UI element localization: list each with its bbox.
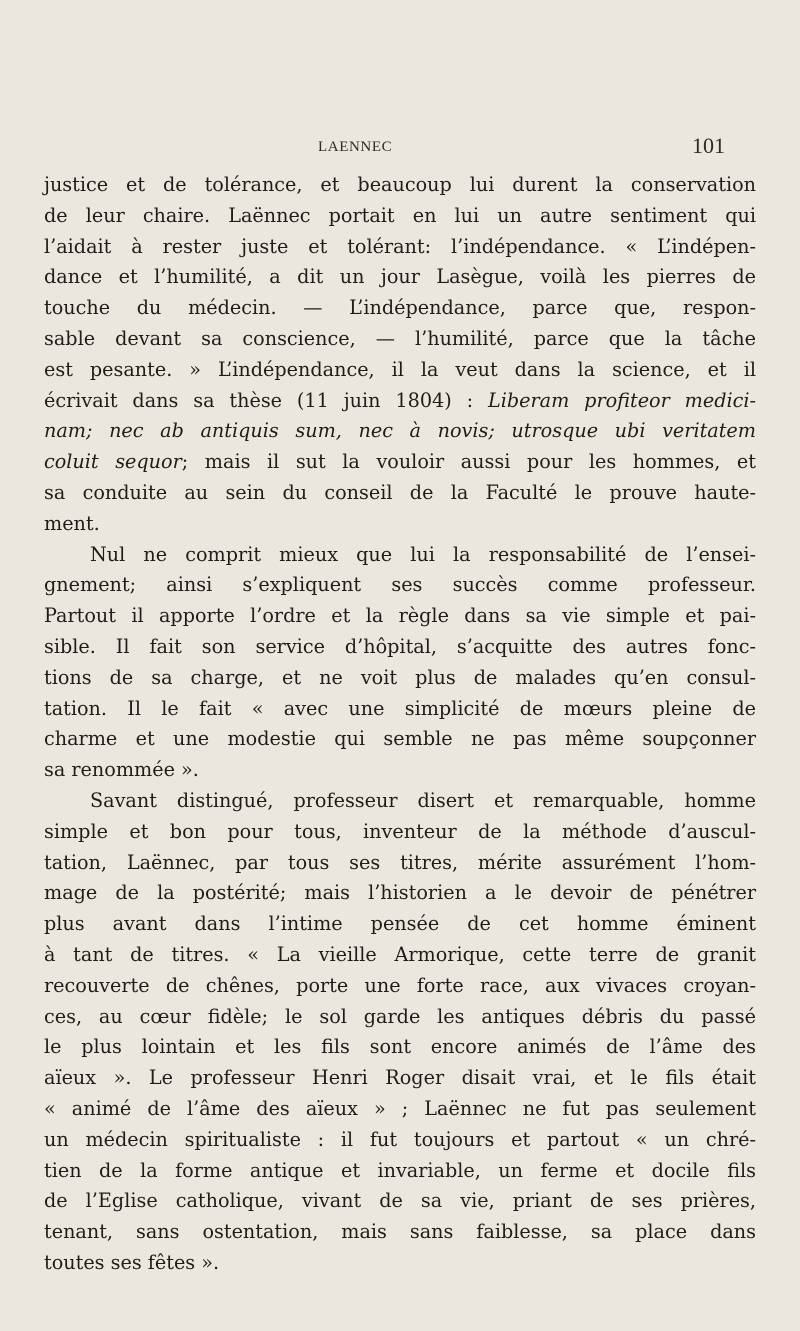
text-segment: est pesante. » L’indépendance, il la veut dans la science, et il [44,357,756,381]
text-line [44,1186,756,1217]
text-line [44,170,756,201]
text-segment: ; mais il sut la vouloir aussi pour les hommes, et [181,450,756,474]
text-line [44,848,756,879]
text-line [44,1002,756,1033]
text-segment: touche du médecin. — L’indépendance, parce que, respon- [44,296,756,320]
text-segment: écrivait dans sa thèse (11 juin 1804) : [44,388,488,412]
text-segment: à tant de titres. « La vieille Armorique, cette terre de granit [44,942,756,966]
text-line [44,909,756,940]
text-line [44,971,756,1002]
text-segment: charme et une modestie qui semble ne pas même soupçonner [44,727,756,751]
text-segment: simple et bon pour tous, inventeur de la méthode d’auscul- [44,819,756,843]
text-segment: plus avant dans l’intime pensée de cet homme éminent [44,912,756,936]
text-segment: Partout il apporte l’ordre et la règle dans sa vie simple et pai- [44,604,756,628]
page-number: 101 [692,133,725,158]
text-segment: tions de sa charge, et ne voit plus de malades qu’en consul- [44,665,756,689]
body-text [44,170,756,1279]
text-line [44,755,756,786]
text-line [44,416,756,447]
text-segment: dance et l’humilité, a dit un jour Lasègue, voilà les pierres de [44,265,756,289]
text-segment: de leur chaire. Laënnec portait en lui un autre sentiment qui [44,203,756,227]
text-line [44,1125,756,1156]
text-line [44,694,756,725]
italic-text: nam; nec ab antiquis sum, nec à novis; utrosque ubi veritatem [44,419,756,443]
text-segment: ment. [44,511,100,535]
text-segment: recouverte de chênes, porte une forte race, aux vivaces croyan- [44,973,756,997]
text-segment: sa renommée ». [44,758,199,782]
text-line [44,355,756,386]
text-segment: justice et de tolérance, et beaucoup lui durent la conservation [44,173,756,196]
text-line [44,724,756,755]
text-segment: de l’Eglise catholique, vivant de sa vie, priant de ses prières, [44,1189,756,1213]
text-segment: tation, Laënnec, par tous ses titres, mérite assurément l’hom- [44,850,756,874]
text-line [44,878,756,909]
text-segment: Nul ne comprit mieux que lui la responsabilité de l’ensei- [90,542,756,566]
text-line [44,509,756,540]
text-segment: Savant distingué, professeur disert et remarquable, homme [90,788,756,812]
running-title: LAENNEC [318,139,393,155]
text-segment: sible. Il fait son service d’hôpital, s’acquitte des autres fonc- [44,634,756,658]
text-segment: sa conduite au sein du conseil de la Faculté le prouve haute- [44,480,756,504]
text-line [44,663,756,694]
text-segment: aïeux ». Le professeur Henri Roger disait vrai, et le fils était [44,1066,756,1090]
text-segment: tien de la forme antique et invariable, un ferme et docile fils [44,1158,756,1182]
text-line [44,601,756,632]
text-segment: ces, au cœur fidèle; le sol garde les antiques débris du passé [44,1004,756,1028]
text-line [44,540,756,571]
text-segment: le plus lointain et les fils sont encore animés de l’âme des [44,1035,756,1059]
text-segment: l’aidait à rester juste et tolérant: l’indépendance. « L’indépen- [44,234,756,258]
text-line [44,324,756,355]
text-line [44,201,756,232]
running-head [0,133,800,163]
paragraph [44,786,756,1279]
text-line [44,1063,756,1094]
paragraph [44,170,756,540]
text-line [44,232,756,263]
text-segment: mage de la postérité; mais l’historien a le devoir de pénétrer [44,881,756,905]
text-line [44,1094,756,1125]
text-line [44,1217,756,1248]
text-segment: un médecin spiritualiste : il fut toujours et partout « un chré- [44,1127,756,1151]
text-segment: sable devant sa conscience, — l’humilité, parce que la tâche [44,326,756,350]
text-line [44,632,756,663]
text-segment: gnement; ainsi s’expliquent ses succès comme professeur. [44,573,756,597]
text-line [44,570,756,601]
text-segment: toutes ses fêtes ». [44,1250,220,1274]
text-line [44,447,756,478]
text-line [44,386,756,417]
italic-text: coluit sequor [44,450,182,474]
text-segment: tenant, sans ostentation, mais sans faiblesse, sa place dans [44,1220,756,1244]
text-line [44,1248,756,1279]
text-line [44,1032,756,1063]
text-line [44,293,756,324]
text-segment: tation. Il le fait « avec une simplicité de mœurs pleine de [44,696,756,720]
italic-text: Liberam profiteor medici- [487,388,756,412]
text-segment: « animé de l’âme des aïeux » ; Laënnec ne fut pas seulement [44,1096,756,1120]
text-line [44,1156,756,1187]
text-line [44,786,756,817]
text-line [44,262,756,293]
text-line [44,478,756,509]
text-line [44,817,756,848]
text-line [44,940,756,971]
paragraph [44,540,756,786]
